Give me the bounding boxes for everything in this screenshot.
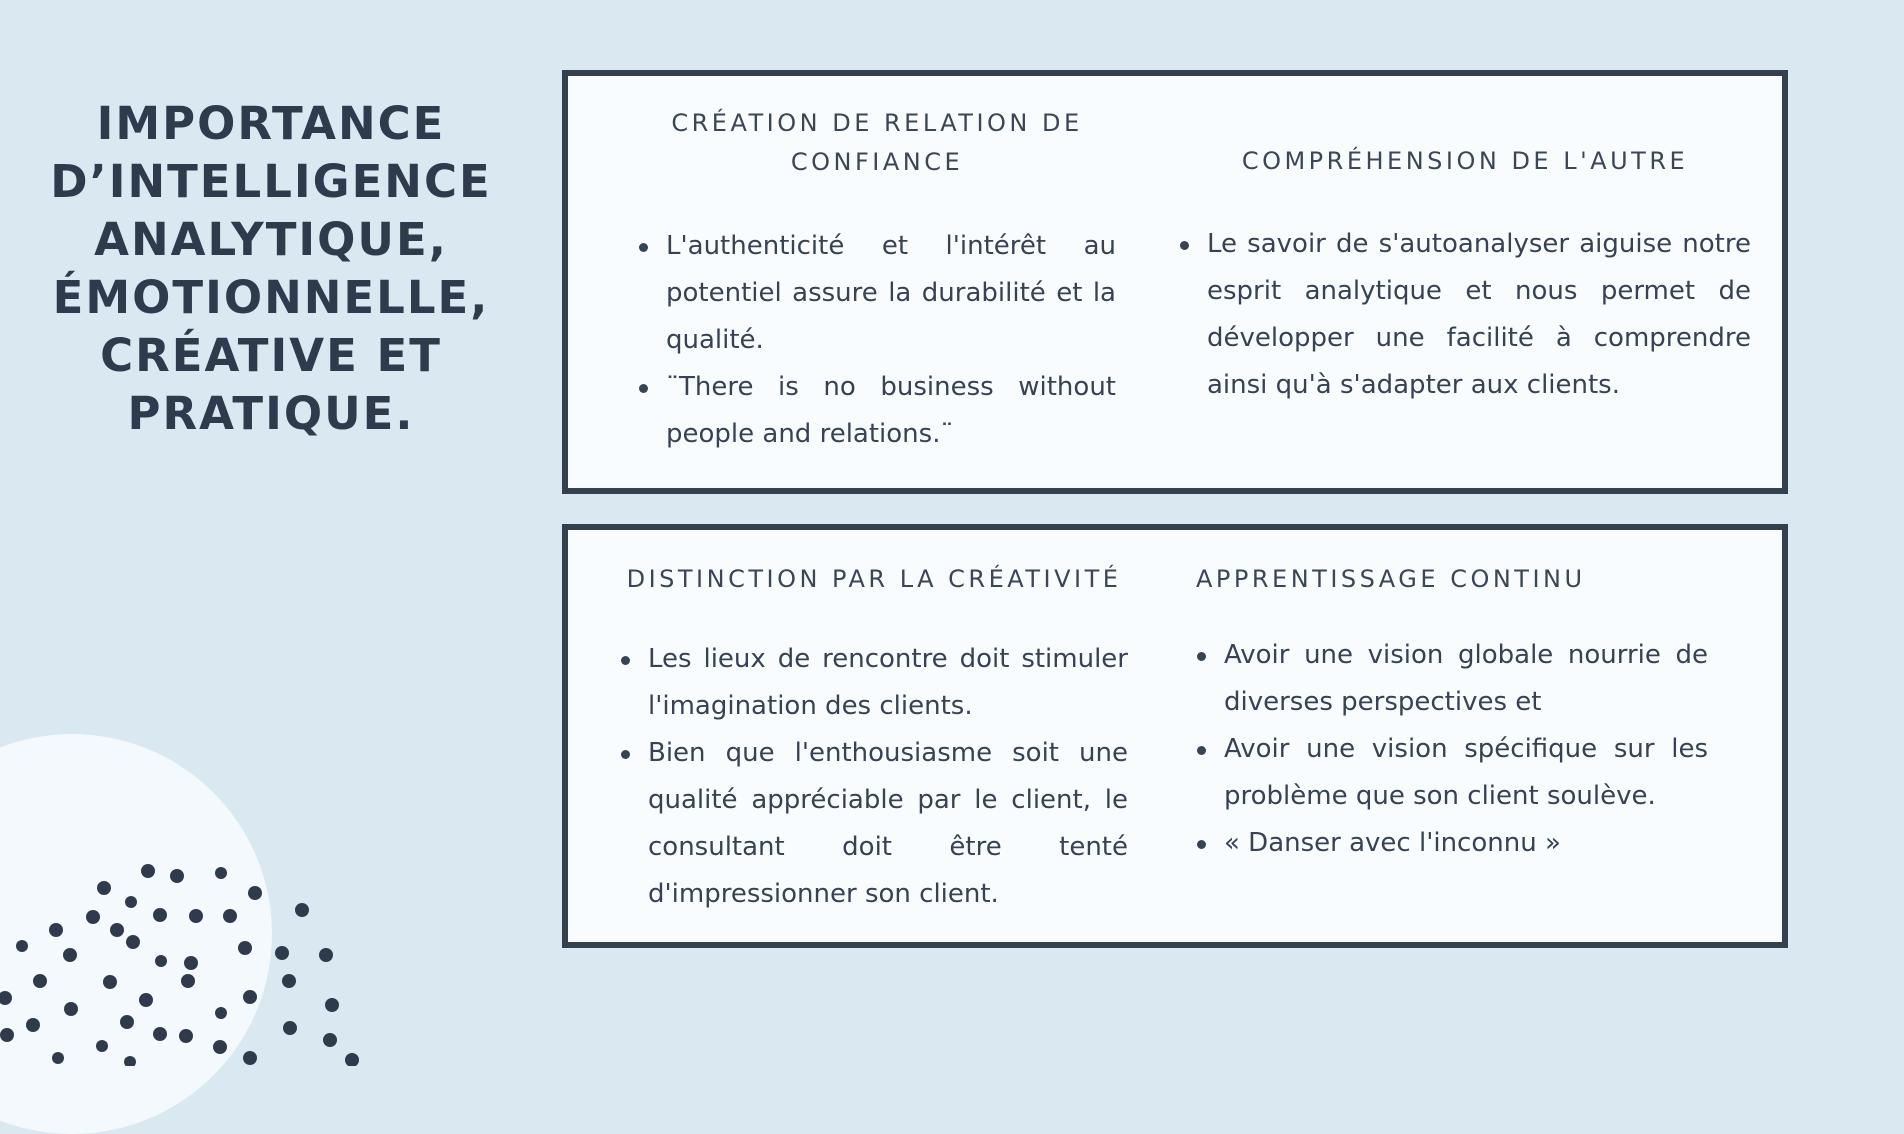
learning-bullets	[1196, 632, 1708, 867]
bottom-panel	[562, 524, 1788, 948]
title-line: PRATIQUE.	[127, 387, 415, 440]
creativity-heading	[620, 560, 1128, 599]
page-title	[40, 95, 502, 443]
title-line: CRÉATIVE ET	[100, 329, 442, 382]
creativity-bullets	[620, 636, 1128, 918]
learning-column	[1196, 560, 1736, 867]
list-item: ¨There is no business without people and relations.¨	[666, 364, 1116, 458]
understanding-bullets	[1179, 221, 1751, 409]
title-line: D’INTELLIGENCE	[50, 155, 492, 208]
understanding-column	[1179, 142, 1751, 409]
creativity-column	[620, 560, 1128, 918]
list-item: Avoir une vision spécifique sur les problème que son client soulève.	[1224, 726, 1708, 820]
decorative-dots	[0, 850, 380, 1066]
title-line: ANALYTIQUE,	[94, 213, 448, 266]
trust-heading	[638, 104, 1116, 182]
heading-line: CRÉATION DE RELATION DE	[671, 109, 1083, 137]
top-panel	[562, 70, 1788, 494]
heading-line: CONFIANCE	[790, 148, 964, 176]
title-line: IMPORTANCE	[96, 97, 446, 150]
title-line: ÉMOTIONNELLE,	[52, 271, 490, 324]
heading-line: COMPRÉHENSION DE L'AUTRE	[1241, 147, 1689, 175]
heading-line: APPRENTISSAGE CONTINU	[1196, 565, 1586, 593]
understanding-heading	[1179, 142, 1751, 181]
list-item: Les lieux de rencontre doit stimuler l'imagination des clients.	[648, 636, 1128, 730]
learning-heading	[1196, 560, 1736, 599]
list-item: Bien que l'enthousiasme soit une qualité appréciable par le client, le consultant doit être tenté d'impressionner son client.	[648, 730, 1128, 918]
trust-bullets	[638, 223, 1116, 458]
list-item: « Danser avec l'inconnu »	[1224, 820, 1708, 867]
list-item: L'authenticité et l'intérêt au potentiel assure la durabilité et la qualité.	[666, 223, 1116, 364]
list-item: Le savoir de s'autoanalyser aiguise notre esprit analytique et nous permet de développer une facilité à comprendre ainsi qu'à s'adapter aux clients.	[1207, 221, 1751, 409]
list-item: Avoir une vision globale nourrie de diverses perspectives et	[1224, 632, 1708, 726]
heading-line: DISTINCTION PAR LA CRÉATIVITÉ	[626, 565, 1122, 593]
trust-column	[638, 104, 1116, 458]
